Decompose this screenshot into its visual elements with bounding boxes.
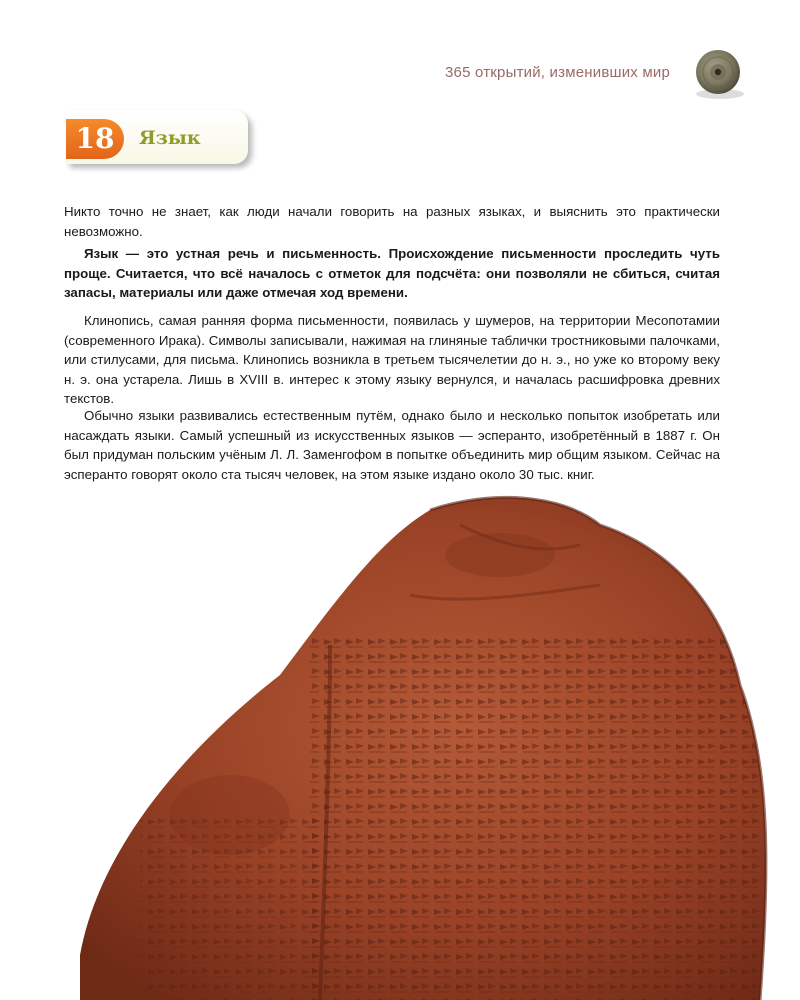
section-title-tab	[66, 110, 248, 164]
paragraph-highlight: Язык — это устная речь и письменность. Происхождение письменности проследить чуть проще. Считается, что всё началось с отметок для подсчёта: они позволяли не сбиться, считая запасы, материалы или даже отмечая ход времени.	[64, 246, 720, 300]
paragraph-intro: Никто точно не знает, как люди начали говорить на разных языках, и выяснить это практически невозможно.	[64, 204, 720, 239]
section-title: Язык	[139, 127, 201, 149]
cuneiform-tablet-illustration	[80, 485, 800, 1000]
paragraph-cuneiform: Клинопись, самая ранняя форма письменности, появилась у шумеров, на территории Месопотамии (современного Ирака). Символы записывали, нажимая на глиняные таблички тростниковыми палочками, или стилусами, для письма. Клинопись возникла в третьем тысячелетии до н. э., но уже ко второму веку н. э. она устарела. Лишь в XVIII в. интерес к этому языку вернулся, и началась расшифровка древних текстов.	[64, 313, 720, 406]
running-header-title: 365 открытий, изменивших мир	[445, 64, 670, 81]
paragraph-esperanto: Обычно языки развивались естественным путём, однако было и несколько попыток изобретать или насаждать языки. Самый успешный из искусственных языков — эсперанто, изобретённый в 1887 г. Он был придуман польским учёным Л. Л. Заменгофом в попытке объединить мир общим языком. Сейчас на эсперанто говорят около ста тысяч человек, на этом языке издано около 30 тыс. книг.	[64, 408, 720, 482]
stone-disc-icon	[690, 46, 750, 102]
section-number-badge: 18	[66, 119, 124, 159]
